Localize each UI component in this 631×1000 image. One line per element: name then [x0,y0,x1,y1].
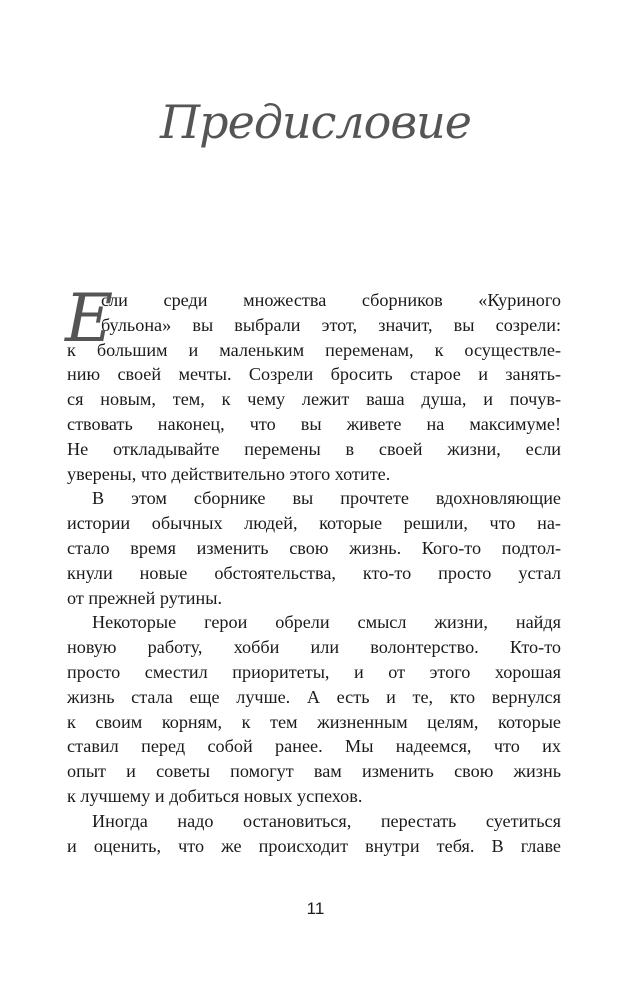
text-line: к своим корням, к тем жизненным целям, которые [67,711,561,732]
text-line: просто сместил приоритеты, и от этого хорошая [67,661,561,682]
text-line: новую работу, хобби или волонтерство. Кто-то [67,637,561,658]
text-line: Некоторые герои обрели смысл жизни, найдя [92,612,561,633]
text-line: В этом сборнике вы прочтете вдохновляющие [92,488,561,509]
text-line: уверены, что действительно этого хотите. [67,463,391,484]
text-line: нию своей мечты. Созрели бросить старое и занять- [67,364,561,385]
text-line: истории обычных людей, которые решили, что на- [67,513,561,534]
chapter-title: Предисловие [160,95,471,149]
text-line: кнули новые обстоятельства, кто-то просто устал [67,562,561,583]
text-line: от прежней рутины. [67,587,223,608]
page-number: 11 [306,899,325,918]
text-line: ся новым, тем, к чему лежит ваша душа, и почув- [67,389,561,410]
text-line: Иногда надо остановиться, перестать суетиться [92,810,561,831]
text-line: к лучшему и добиться новых успехов. [67,785,363,806]
text-line: Не откладывайте перемены в своей жизни, если [67,438,561,459]
body-text [65,280,561,858]
text-line: жизнь стала еще лучше. А есть и те, кто вернулся [67,686,561,707]
text-line: сли среди множества сборников «Куриного [101,290,561,310]
text-line: к большим и маленьким переменам, к осуществле- [67,339,561,360]
drop-cap: Е [65,280,114,357]
text-line: ставил перед собой ранее. Мы надеемся, что их [67,736,561,757]
text-line: и оценить, что же происходит внутри тебя. В главе [67,835,561,856]
text-line: ствовать наконец, что вы живете на максимуме! [67,413,561,434]
text-line: бульона» вы выбрали этот, значит, вы созрели: [101,314,561,335]
text-line: опыт и советы помогут вам изменить свою жизнь [67,761,561,782]
text-line: стало время изменить свою жизнь. Кого-то подтол- [67,537,561,558]
